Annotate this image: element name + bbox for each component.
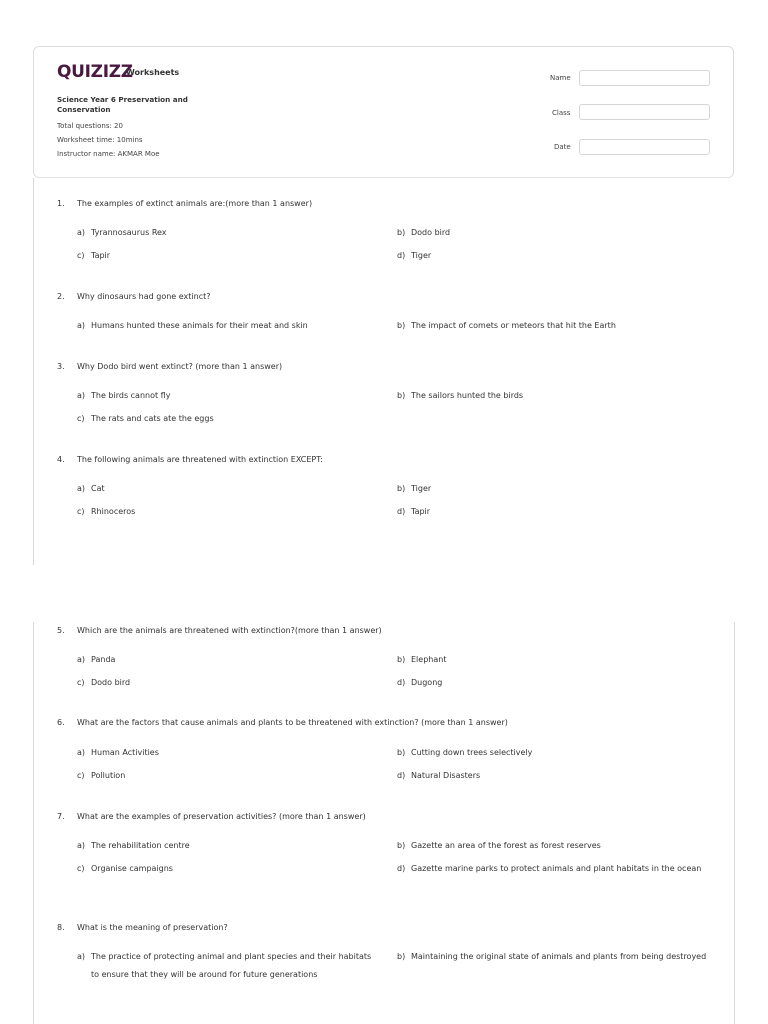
question-number: 3. (57, 362, 65, 371)
question-text: What is the meaning of preservation? (77, 923, 228, 932)
name-label: Name (550, 74, 571, 82)
question-number: 7. (57, 812, 65, 821)
instructor-name: Instructor name: AKMAR Moe (57, 150, 160, 158)
question-text: What are the factors that cause animals and plants to be threatened with extinction? (more than 1 answer) (77, 718, 508, 727)
question-text: Why Dodo bird went extinct? (more than 1 answer) (77, 362, 283, 371)
question-number: 2. (57, 292, 65, 301)
class-field[interactable] (579, 104, 710, 120)
question-number: 4. (57, 455, 65, 464)
worksheet-title: Science Year 6 Preservation and Conservation (57, 95, 188, 114)
date-field[interactable] (579, 139, 710, 155)
question-number: 6. (57, 718, 65, 727)
page1-left-border (33, 178, 34, 565)
question-text: The examples of extinct animals are:(more than 1 answer) (77, 199, 313, 208)
page2-right-border (734, 622, 735, 1024)
question-number: 8. (57, 923, 65, 932)
quizizz-logo: QUIZIZZ (57, 62, 133, 82)
question-number: 1. (57, 199, 65, 208)
page2-left-border (33, 622, 34, 1024)
question-text: The following animals are threatened with extinction EXCEPT: (77, 455, 323, 464)
question-text: Which are the animals are threatened with extinction?(more than 1 answer) (77, 626, 382, 635)
logo-subtitle: Worksheets (126, 68, 180, 77)
question-number: 5. (57, 626, 65, 635)
question-text: What are the examples of preservation activities? (more than 1 answer) (77, 812, 366, 821)
total-questions: Total questions: 20 (57, 122, 123, 130)
worksheet-time: Worksheet time: 10mins (57, 136, 143, 144)
class-label: Class (552, 109, 571, 117)
question-text: Why dinosaurs had gone extinct? (77, 292, 211, 301)
name-field[interactable] (579, 70, 710, 86)
date-label: Date (554, 143, 571, 151)
